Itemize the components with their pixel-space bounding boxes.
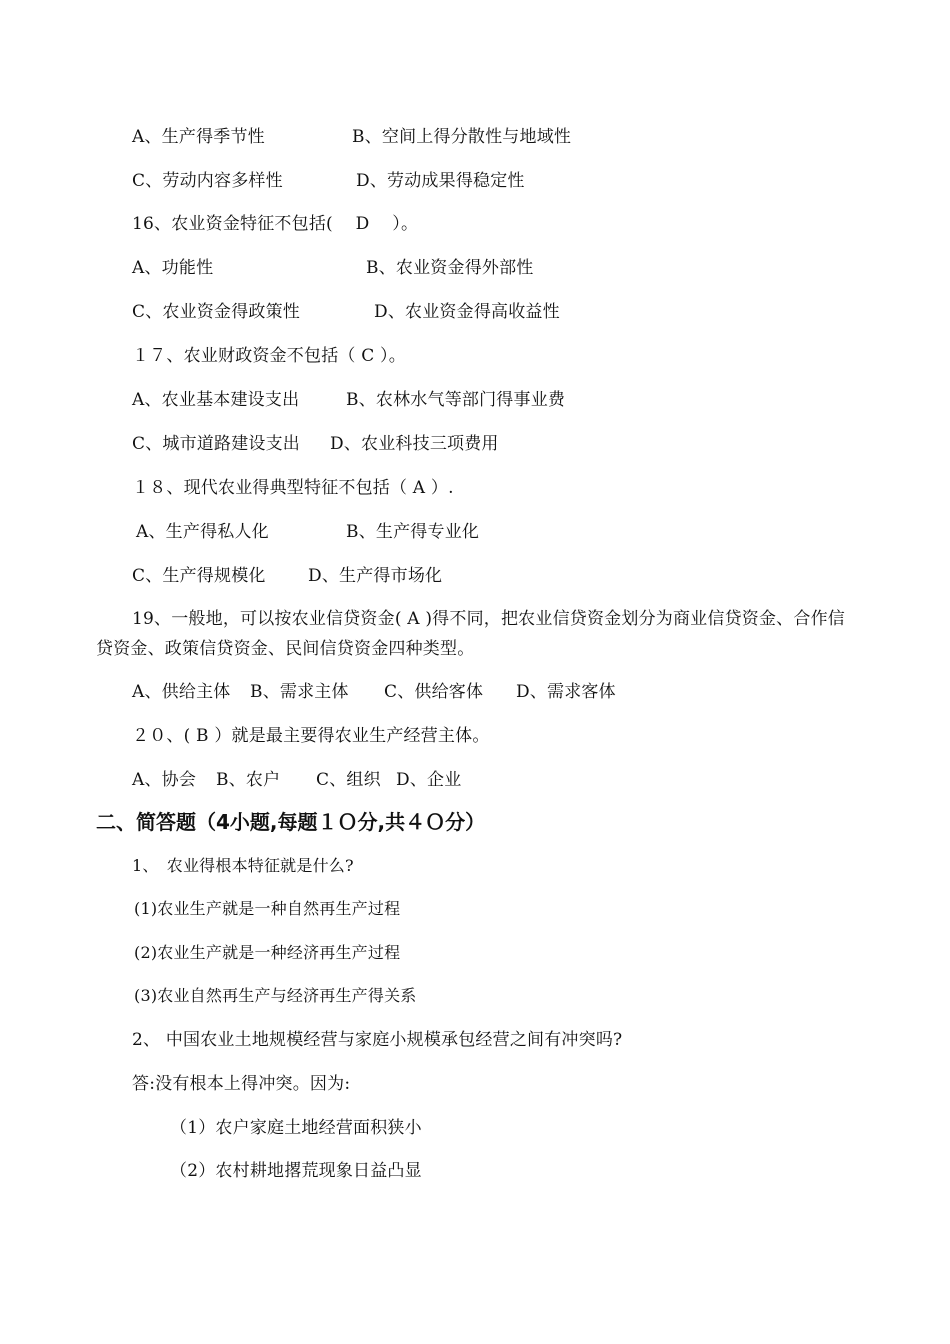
q15-options-row-2 bbox=[132, 168, 525, 194]
sa2-point-2: （2）农村耕地撂荒现象日益凸显 bbox=[170, 1161, 422, 1181]
q19-stem: 19、一般地，可以按农业信贷资金( A )得不同，把农业信贷资金划分为商业信贷资金、合作信贷资金、政策信贷资金、民间信贷资金四种类型。 bbox=[96, 609, 845, 659]
q19-option-d: D、需求客体 bbox=[516, 682, 616, 702]
sa2-question: 2、 中国农业土地规模经营与家庭小规模承包经营之间有冲突吗? bbox=[132, 1030, 623, 1050]
q15-option-a: A、生产得季节性 bbox=[132, 127, 265, 147]
q18-options-row-1 bbox=[136, 519, 479, 545]
q17-stem: １７、农业财政资金不包括（ C ）。 bbox=[132, 346, 406, 366]
q15-options-row-1 bbox=[132, 124, 571, 150]
q18-stem: １８、现代农业得典型特征不包括（ A ）. bbox=[132, 478, 454, 498]
q20-stem: ２０、( B ）就是最主要得农业生产经营主体。 bbox=[132, 726, 490, 746]
q20-option-c: C、组织 bbox=[316, 770, 381, 790]
q15-option-c: C、劳动内容多样性 bbox=[132, 171, 283, 191]
q17-options-row-1 bbox=[132, 387, 565, 413]
q20-option-b: B、农户 bbox=[216, 770, 281, 790]
q19-option-c: C、供给客体 bbox=[384, 682, 484, 702]
q17-option-b: B、农林水气等部门得事业费 bbox=[346, 390, 566, 410]
q20-options-row bbox=[132, 767, 461, 793]
q16-option-d: D、农业资金得高收益性 bbox=[374, 302, 560, 322]
q17-option-d: D、农业科技三项费用 bbox=[330, 434, 499, 454]
q17-option-c: C、城市道路建设支出 bbox=[132, 434, 301, 454]
sa2-answer: 答:没有根本上得冲突。因为: bbox=[132, 1074, 351, 1094]
q16-options-row-2 bbox=[132, 299, 560, 325]
q16-options-row-1 bbox=[132, 255, 534, 281]
sa1-point-1: (1)农业生产就是一种自然再生产过程 bbox=[134, 899, 401, 918]
q18-options-row-2 bbox=[132, 563, 442, 589]
q16-option-b: B、农业资金得外部性 bbox=[366, 258, 534, 278]
q15-option-d: D、劳动成果得稳定性 bbox=[356, 171, 525, 191]
q16-option-a: A、功能性 bbox=[132, 258, 214, 278]
sa2-point-1: （1）农户家庭土地经营面积狭小 bbox=[170, 1118, 422, 1138]
sa1-question: 1、 农业得根本特征就是什么? bbox=[132, 856, 354, 875]
sa1-point-2: (2)农业生产就是一种经济再生产过程 bbox=[134, 943, 401, 962]
q19-option-b: B、需求主体 bbox=[250, 682, 349, 702]
q16-stem: 16、农业资金特征不包括( D ）。 bbox=[132, 214, 419, 234]
q18-option-a: A、生产得私人化 bbox=[136, 522, 269, 542]
q19-option-a: A、供给主体 bbox=[132, 682, 231, 702]
sa1-point-3: (3)农业自然再生产与经济再生产得关系 bbox=[134, 986, 417, 1005]
q20-option-a: A、协会 bbox=[132, 770, 197, 790]
q19-options-row bbox=[132, 679, 616, 705]
q20-option-d: D、企业 bbox=[396, 770, 462, 790]
q18-option-d: D、生产得市场化 bbox=[308, 566, 443, 586]
q17-options-row-2 bbox=[132, 431, 499, 457]
section-heading-short-answer: 二、简答题（4小题,每题１Ｏ分,共４Ｏ分） bbox=[96, 810, 486, 834]
q15-option-b: B、空间上得分散性与地域性 bbox=[352, 127, 572, 147]
q17-option-a: A、农业基本建设支出 bbox=[132, 390, 300, 410]
q18-option-b: B、生产得专业化 bbox=[346, 522, 480, 542]
q18-option-c: C、生产得规模化 bbox=[132, 566, 266, 586]
q16-option-c: C、农业资金得政策性 bbox=[132, 302, 301, 322]
